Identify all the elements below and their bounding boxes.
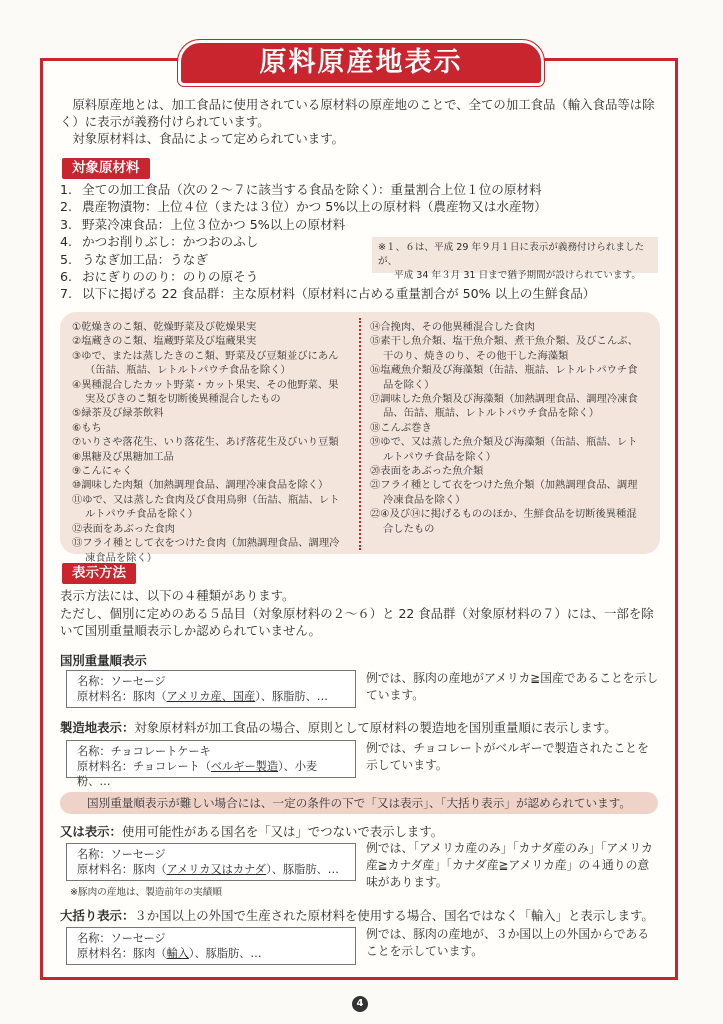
food-group-item: ⑪ゆで、又は蒸した食肉及び食用鳥卵（缶詰、瓶詰、レト ルトパウチ食品を除く） <box>72 493 340 521</box>
food-group-item: ⑯塩蔵魚介類及び海藻類（缶詰、瓶詰、レトルトパウチ食 品を除く） <box>370 364 638 391</box>
example-name: 名称：ソーセージ <box>77 675 166 688</box>
note-line-1: ※１、６は、平成 29 年９月１日に表示が義務付けられましたが、 <box>378 242 645 267</box>
food-groups-left-column <box>72 320 356 565</box>
example-note-1: 例では、豚肉の産地がアメリカ≧国産であることを示しています。 <box>366 671 659 702</box>
food-group-item: ⑱こんぶ巻き <box>370 421 432 434</box>
food-group-item: ⑰調味した魚介類及び海藻類（加熱調理食品、調理冷凍食 品、缶詰、瓶詰、レトルトパウチ食品を除く） <box>370 393 638 420</box>
food-group-item: ⑥もち <box>72 421 102 434</box>
example-ingredients: 原材料名：豚肉（輸入）、豚脂肪、… <box>77 947 262 960</box>
example-box-sausage-2 <box>66 843 356 881</box>
or-display-footnote: ※豚肉の産地は、製造前年の実績順 <box>70 887 222 898</box>
section-label-target-materials: 対象原材料 <box>62 158 150 179</box>
food-group-item: ⑭合挽肉、その他異種混合した食肉 <box>370 321 535 333</box>
food-group-item: ⑳表面をあぶった魚介類 <box>370 465 484 478</box>
food-groups-box <box>60 312 660 564</box>
note-line-2: 平成 34 年３月 31 日まで猶予期間が設けられています。 <box>394 270 641 281</box>
example-box-chocolate-cake <box>66 740 356 788</box>
methods-paragraph-2: ただし、個別に定めのある５品目（対象原材料の２～６）と 22 食品群（対象原材料の７）には、一部を除いて国別重量順表示しか認められていません。 <box>60 606 654 638</box>
target-material-item: 4. かつお削りぶし：かつおのふし <box>60 234 259 250</box>
method-broad-display: 大括り表示：３か国以上の外国で生産された原材料を使用する場合、国名ではなく「輸入」と表示します。 <box>60 908 654 923</box>
food-group-item: ⑲ゆで、又は蒸した魚介類及び海藻類（缶詰、瓶詰、レト ルトパウチ食品を除く） <box>370 436 638 463</box>
method-country-weight-order-heading: 国別重量順表示 <box>60 653 147 668</box>
food-group-item: ⑧黒糖及び黒糖加工品 <box>72 450 174 463</box>
food-group-item: ①乾燥きのこ類、乾燥野菜及び乾燥果実 <box>72 321 257 333</box>
target-material-item: 2. 農産物漬物：上位４位（または３位）かつ 5%以上の原材料（農産物又は水産物） <box>60 199 547 215</box>
example-note-4: 例では、豚肉の産地が、３か国以上の外国からであることを示しています。 <box>366 927 650 958</box>
food-group-item: ⑬フライ種として衣をつけた食肉（加熱調理食品、調理冷 凍食品を除く） <box>72 537 340 564</box>
example-box-sausage-3 <box>66 927 356 965</box>
food-groups-right-column <box>370 320 654 536</box>
example-note-3: 例では、「アメリカ産のみ」「カナダ産のみ」「アメリカ産≧カナダ産」「カナダ産≧アメリカ産」の４通りの意味があります。 <box>366 841 653 889</box>
example-ingredients: 原材料名：豚肉（アメリカ産、国産）、豚脂肪、… <box>77 690 328 703</box>
food-group-item: ④異種混合したカット野菜・カット果実、その他野菜、果 実及びきのこ類を切断後異種混合したもの <box>72 378 339 406</box>
method-manufacturing-location: 製造地表示：対象原材料が加工食品の場合、原則として原材料の製造地を国別重量順に表示します。 <box>60 720 617 735</box>
method-manufacturing-location-heading: 製造地表示： <box>60 720 135 735</box>
example-ingredients: 原材料名：豚肉（アメリカ又はカナダ）、豚脂肪、… <box>77 863 339 876</box>
target-material-item: 6. おにぎりののり：のりの原そう <box>60 269 259 284</box>
methods-paragraph-1: 表示方法には、以下の４種類があります。 <box>60 588 295 603</box>
food-group-item: ②塩蔵きのこ類、塩蔵野菜及び塩蔵果実 <box>72 335 257 348</box>
food-group-item: ㉑フライ種として衣をつけた魚介類（加熱調理食品、調理 冷凍食品を除く） <box>370 479 638 506</box>
section-label-display-methods: 表示方法 <box>62 563 136 584</box>
intro-paragraph-2: 対象原材料は、食品によって定められています。 <box>60 131 344 146</box>
example-name: 名称：ソーセージ <box>77 932 166 945</box>
food-group-item: ㉒④及び⑭に掲げるもののほか、生鮮食品を切断後異種混 合したもの <box>370 508 637 535</box>
example-ingredients: 原材料名：チョコレート（ベルギー製造）、小麦粉、… <box>77 760 318 788</box>
target-material-item: 5. うなぎ加工品：うなぎ <box>60 251 208 267</box>
food-group-item: ⑩調味した肉類（加熱調理食品、調理冷凍食品を除く） <box>72 479 329 492</box>
page-title: 原料原産地表示 <box>178 40 544 86</box>
alternative-display-notice: 国別重量順表示が難しい場合には、一定の条件の下で「又は表示」、「大括り表示」が認められています。 <box>60 792 658 814</box>
example-name: 名称：ソーセージ <box>77 848 166 861</box>
method-broad-display-heading: 大括り表示： <box>60 908 135 923</box>
example-box-sausage-1 <box>66 670 356 708</box>
target-material-item: 3. 野菜冷凍食品：上位３位かつ 5%以上の原材料 <box>60 216 346 232</box>
target-material-item: 7. 以下に掲げる 22 食品群：主な原材料（原材料に占める重量割合が 50% 以上の生鮮食品） <box>60 286 596 302</box>
example-name: 名称：チョコレートケーキ <box>77 745 211 758</box>
dotted-divider <box>359 318 361 550</box>
grace-period-note <box>372 237 658 281</box>
example-note-2: 例では、チョコレートがベルギーで製造されたことを示しています。 <box>366 741 649 772</box>
page-number: 4 <box>352 996 368 1012</box>
food-group-item: ⑤緑茶及び緑茶飲料 <box>72 407 164 420</box>
intro-paragraph-1: 原料原産地とは、加工食品に使用されている原材料の原産地のことで、全ての加工食品（輸入食品等は除く）に表示が義務付けられています。 <box>60 97 655 129</box>
food-group-item: ⑮素干し魚介類、塩干魚介類、煮干魚介類、及びこんぶ、 干のり、焼きのり、その他干した海藻類 <box>370 335 638 362</box>
food-group-item: ③ゆで、または蒸したきのこ類、野菜及び豆類並びにあん （缶詰、瓶詰、レトルトパウチ食品を除く） <box>72 349 339 377</box>
food-group-item: ⑨こんにゃく <box>72 465 133 478</box>
food-group-item: ⑦いりさや落花生、いり落花生、あげ落花生及びいり豆類 <box>72 436 339 449</box>
method-or-display: 又は表示：使用可能性がある国名を「又は」でつないで表示します。 <box>60 824 444 839</box>
food-group-item: ⑫表面をあぶった食肉 <box>72 522 175 535</box>
target-material-item: 1. 全ての加工食品（次の２～７に該当する食品を除く）：重量割合上位１位の原材料 <box>60 182 542 197</box>
method-or-display-heading: 又は表示： <box>60 824 122 839</box>
